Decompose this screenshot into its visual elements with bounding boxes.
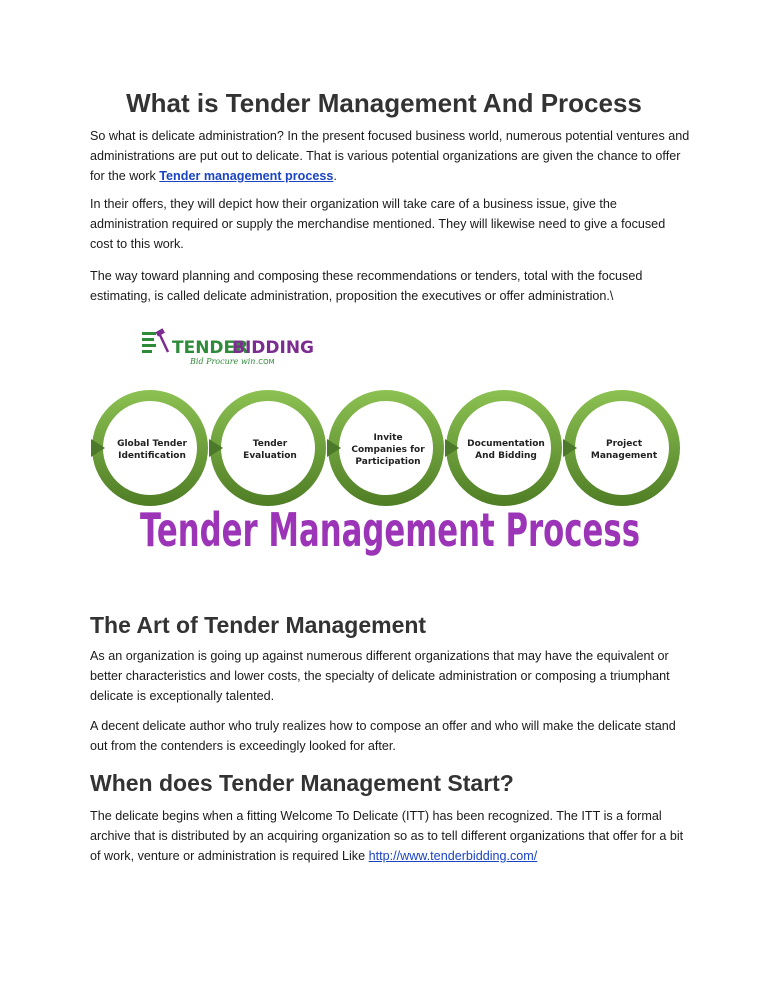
process-step-2 bbox=[209, 390, 326, 506]
section-start-paragraph bbox=[90, 806, 690, 866]
step-label: Invite bbox=[373, 433, 403, 443]
section-start-paragraph-text: The delicate begins when a fitting Welcome To Delicate (ITT) has been recognized. The ITT is a formal archive that is distributed by an acquiring organization so as to tell different organizations that offer for a bit of work, venture or administration is required Like bbox=[90, 809, 684, 863]
logo-text-tender: TENDER bbox=[172, 338, 249, 358]
tender-process-figure bbox=[90, 318, 690, 588]
process-title: Tender Management Process bbox=[140, 503, 640, 557]
step-label: Companies for bbox=[351, 445, 425, 455]
gavel-icon bbox=[142, 328, 168, 353]
section-art-paragraph-1: As an organization is going up against numerous different organizations that may have the equivalent or better characteristics and lower costs, the specialty of delicate administration or composing a triumphant delicate is exceptionally talented. bbox=[90, 649, 670, 703]
logo-text-bidding: BIDDING bbox=[232, 338, 315, 358]
step-label: Global Tender bbox=[117, 439, 187, 449]
intro-paragraph-3: The way toward planning and composing these recommendations or tenders, total with the focused estimating, is called delicate administration, proposition the executives or offer administration.\ bbox=[90, 269, 643, 303]
tenderbidding-logo bbox=[142, 328, 314, 366]
section-art-paragraph-2: A decent delicate author who truly realizes how to compose an offer and who will make the delicate stand out from the contenders is exceedingly looked for after. bbox=[90, 719, 676, 753]
intro-paragraph-1-period: . bbox=[333, 169, 337, 183]
tender-process-link[interactable]: Tender management process bbox=[159, 169, 334, 183]
logo-text-com: .COM bbox=[256, 358, 275, 366]
process-step-4 bbox=[445, 390, 562, 506]
page-title: What is Tender Management And Process bbox=[126, 88, 642, 118]
step-label: Participation bbox=[355, 457, 421, 467]
step-label: And Bidding bbox=[475, 451, 537, 461]
step-label: Evaluation bbox=[243, 451, 297, 461]
intro-paragraph-1-text: So what is delicate administration? In the present focused business world, numerous potential ventures and administrations are put out to delicate. That is various potential organizations are given the chance to offer for the work bbox=[90, 129, 690, 183]
step-label: Tender bbox=[252, 439, 288, 449]
section-art-heading: The Art of Tender Management bbox=[90, 612, 427, 638]
process-step-5 bbox=[563, 390, 680, 506]
step-label: Management bbox=[590, 451, 658, 461]
intro-paragraph-2: In their offers, they will depict how their organization will take care of a business issue, give the administration required or supply the merchandise mentioned. They will likewise need to give a focused cost to this work. bbox=[90, 197, 666, 251]
process-steps bbox=[91, 390, 680, 506]
step-label: Documentation bbox=[467, 439, 545, 449]
process-step-3 bbox=[327, 390, 444, 506]
intro-paragraph-1 bbox=[90, 126, 690, 186]
section-start-heading: When does Tender Management Start? bbox=[90, 770, 514, 796]
process-diagram bbox=[90, 318, 690, 588]
step-label: Project bbox=[605, 439, 643, 449]
step-label: Identification bbox=[118, 451, 186, 461]
tenderbidding-url-link[interactable]: http://www.tenderbidding.com/ bbox=[368, 849, 538, 863]
logo-tagline: Bid Procure win bbox=[190, 357, 256, 366]
process-step-1 bbox=[91, 390, 208, 506]
